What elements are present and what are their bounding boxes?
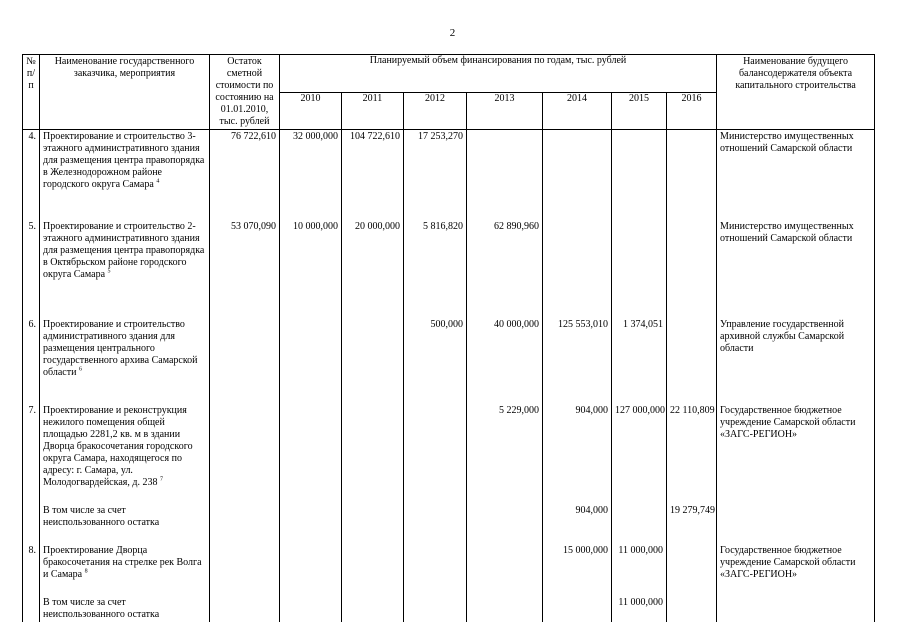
spacer-cell: [667, 582, 717, 596]
spacer-cell: [612, 282, 667, 318]
spacer-cell: [210, 282, 280, 318]
spacer-cell: [717, 530, 875, 544]
cell-balance: [210, 404, 280, 490]
row-holder: [717, 596, 875, 622]
row-name: [40, 130, 210, 193]
row-holder: [717, 504, 875, 530]
footnote-mark: 4: [156, 178, 160, 185]
header-year-2014: 2014: [543, 92, 612, 130]
cell-y2015: [612, 130, 667, 193]
row-name-text: В том числе за счет неиспользованного остатка: [43, 597, 160, 620]
spacer-cell: [210, 192, 280, 220]
spacer-cell: [23, 530, 40, 544]
spacer-cell: [467, 530, 543, 544]
cell-y2013: 40 000,000: [467, 318, 543, 380]
cell-y2014: 15 000,000: [543, 544, 612, 582]
cell-y2016: [667, 544, 717, 582]
spacer-cell: [667, 282, 717, 318]
cell-y2016: 22 110,809: [667, 404, 717, 490]
spacer-cell: [342, 490, 404, 504]
cell-y2011: [342, 544, 404, 582]
header-year-2016: 2016: [667, 92, 717, 130]
spacer-cell: [543, 192, 612, 220]
row-name-text: Проектирование и строительство административного здания для размещения центрального государственного архива Самарской области: [43, 319, 198, 378]
cell-y2011: 104 722,610: [342, 130, 404, 193]
cell-y2014: [543, 596, 612, 622]
spacer-cell: [280, 192, 342, 220]
cell-y2016: [667, 318, 717, 380]
table-row: [23, 504, 875, 530]
spacer-cell: [717, 192, 875, 220]
cell-y2011: [342, 504, 404, 530]
table-row: [23, 404, 875, 490]
spacer-cell: [612, 582, 667, 596]
spacer-cell: [667, 192, 717, 220]
table-row: [23, 318, 875, 380]
spacer-cell: [40, 530, 210, 544]
row-name-text: В том числе за счет неиспользованного остатка: [43, 505, 160, 528]
cell-y2015: 1 374,051: [612, 318, 667, 380]
cell-y2016: [667, 220, 717, 282]
row-name: [40, 544, 210, 582]
spacer-cell: [467, 380, 543, 404]
cell-y2015: [612, 504, 667, 530]
spacer-cell: [467, 192, 543, 220]
row-spacer: [23, 530, 875, 544]
spacer-cell: [23, 192, 40, 220]
row-name: [40, 596, 210, 622]
spacer-cell: [280, 380, 342, 404]
cell-y2014: 125 553,010: [543, 318, 612, 380]
spacer-cell: [40, 582, 210, 596]
cell-balance: 76 722,610: [210, 130, 280, 193]
spacer-cell: [342, 192, 404, 220]
spacer-cell: [667, 490, 717, 504]
spacer-cell: [717, 582, 875, 596]
spacer-cell: [404, 530, 467, 544]
spacer-cell: [280, 530, 342, 544]
spacer-cell: [612, 192, 667, 220]
spacer-cell: [210, 530, 280, 544]
row-name-text: Проектирование и реконструкция нежилого помещения общей площадью 2281,2 кв. м в здании Дворца бракосочетания городского округа Самара, находящегося по адресу: г. Самара, ул. Молодогвардейская, д. 238: [43, 405, 193, 488]
cell-y2013: [467, 544, 543, 582]
row-name-text: Проектирование и строительство 2-этажного административного здания для размещения центра правопорядка в Октябрьском районе городского округа Самара: [43, 221, 205, 280]
cell-y2013: [467, 504, 543, 530]
header-year-2010: 2010: [280, 92, 342, 130]
spacer-cell: [717, 282, 875, 318]
row-spacer: [23, 192, 875, 220]
cell-y2016: 19 279,749: [667, 504, 717, 530]
cell-balance: 53 070,090: [210, 220, 280, 282]
row-name-text: Проектирование и строительство 3-этажного административного здания для размещения центра правопорядка в Железнодорожном районе городского округа Самара: [43, 131, 205, 190]
spacer-cell: [40, 380, 210, 404]
header-year-2013: 2013: [467, 92, 543, 130]
cell-balance: [210, 544, 280, 582]
spacer-cell: [543, 582, 612, 596]
row-holder: Государственное бюджетное учреждение Самарской области «ЗАГС-РЕГИОН»: [717, 544, 875, 582]
spacer-cell: [23, 282, 40, 318]
spacer-cell: [404, 582, 467, 596]
row-spacer: [23, 490, 875, 504]
cell-y2016: [667, 596, 717, 622]
cell-y2014: [543, 220, 612, 282]
row-spacer: [23, 282, 875, 318]
spacer-cell: [342, 530, 404, 544]
spacer-cell: [342, 282, 404, 318]
row-name-text: Проектирование Дворца бракосочетания на стрелке рек Волга и Самара: [43, 545, 202, 580]
header-balance: Остаток сметной стоимости по состоянию на 01.01.2010, тыс. рублей: [210, 55, 280, 130]
cell-y2012: [404, 404, 467, 490]
row-holder: Государственное бюджетное учреждение Самарской области «ЗАГС-РЕГИОН»: [717, 404, 875, 490]
spacer-cell: [40, 490, 210, 504]
spacer-cell: [280, 490, 342, 504]
cell-y2012: 5 816,820: [404, 220, 467, 282]
cell-y2015: [612, 220, 667, 282]
cell-y2010: 10 000,000: [280, 220, 342, 282]
cell-y2010: 32 000,000: [280, 130, 342, 193]
row-number: [23, 504, 40, 530]
cell-y2011: [342, 404, 404, 490]
table-row: [23, 220, 875, 282]
cell-y2010: [280, 404, 342, 490]
cell-y2012: 500,000: [404, 318, 467, 380]
row-name: [40, 220, 210, 282]
row-name: [40, 404, 210, 490]
cell-y2013: [467, 130, 543, 193]
header-no: № п/п: [23, 55, 40, 130]
cell-y2010: [280, 318, 342, 380]
spacer-cell: [667, 530, 717, 544]
spacer-cell: [404, 192, 467, 220]
spacer-cell: [342, 380, 404, 404]
header-name: Наименование государственного заказчика, мероприятия: [40, 55, 210, 130]
cell-balance: [210, 596, 280, 622]
spacer-cell: [467, 282, 543, 318]
spacer-cell: [612, 380, 667, 404]
spacer-cell: [23, 490, 40, 504]
row-number: 4.: [23, 130, 40, 193]
spacer-cell: [210, 490, 280, 504]
spacer-cell: [467, 490, 543, 504]
spacer-cell: [40, 192, 210, 220]
table-row: [23, 544, 875, 582]
row-number: 7.: [23, 404, 40, 490]
table-row: [23, 596, 875, 622]
spacer-cell: [342, 582, 404, 596]
cell-y2014: 904,000: [543, 404, 612, 490]
spacer-cell: [210, 582, 280, 596]
page-number: 2: [449, 27, 456, 39]
header-year-2015: 2015: [612, 92, 667, 130]
cell-y2012: [404, 544, 467, 582]
row-number: 5.: [23, 220, 40, 282]
cell-y2011: [342, 596, 404, 622]
row-spacer: [23, 380, 875, 404]
spacer-cell: [404, 282, 467, 318]
cell-y2015: 127 000,000: [612, 404, 667, 490]
spacer-cell: [717, 380, 875, 404]
row-number: 8.: [23, 544, 40, 582]
header-year-2012: 2012: [404, 92, 467, 130]
row-number: 6.: [23, 318, 40, 380]
cell-y2013: 5 229,000: [467, 404, 543, 490]
spacer-cell: [612, 490, 667, 504]
spacer-cell: [210, 380, 280, 404]
spacer-cell: [23, 582, 40, 596]
footnote-mark: 8: [84, 568, 88, 575]
financing-table: [22, 54, 875, 622]
spacer-cell: [467, 582, 543, 596]
spacer-cell: [40, 282, 210, 318]
spacer-cell: [543, 530, 612, 544]
spacer-cell: [612, 530, 667, 544]
row-holder: Министерство имущественных отношений Самарской области: [717, 130, 875, 193]
row-name: [40, 318, 210, 380]
spacer-cell: [543, 282, 612, 318]
cell-y2013: [467, 596, 543, 622]
header-year-2011: 2011: [342, 92, 404, 130]
table-body: [23, 130, 875, 623]
row-name: [40, 504, 210, 530]
cell-y2010: [280, 596, 342, 622]
footnote-mark: 6: [78, 366, 82, 373]
cell-y2010: [280, 504, 342, 530]
spacer-cell: [404, 490, 467, 504]
header-plan: Планируемый объем финансирования по годам, тыс. рублей: [280, 55, 717, 93]
footnote-mark: 5: [107, 268, 111, 275]
row-number: [23, 596, 40, 622]
spacer-cell: [280, 582, 342, 596]
cell-y2016: [667, 130, 717, 193]
spacer-cell: [23, 380, 40, 404]
spacer-cell: [543, 490, 612, 504]
spacer-cell: [543, 380, 612, 404]
footnote-mark: 7: [159, 476, 163, 483]
spacer-cell: [667, 380, 717, 404]
cell-y2012: [404, 596, 467, 622]
spacer-cell: [280, 282, 342, 318]
row-spacer: [23, 582, 875, 596]
cell-balance: [210, 504, 280, 530]
cell-balance: [210, 318, 280, 380]
spacer-cell: [404, 380, 467, 404]
cell-y2011: [342, 318, 404, 380]
cell-y2012: [404, 504, 467, 530]
cell-y2012: 17 253,270: [404, 130, 467, 193]
cell-y2010: [280, 544, 342, 582]
cell-y2015: 11 000,000: [612, 596, 667, 622]
header-holder: Наименование будущего балансодержателя объекта капитального строительства: [717, 55, 875, 130]
row-holder: Управление государственной архивной службы Самарской области: [717, 318, 875, 380]
cell-y2011: 20 000,000: [342, 220, 404, 282]
row-holder: Министерство имущественных отношений Самарской области: [717, 220, 875, 282]
cell-y2015: 11 000,000: [612, 544, 667, 582]
spacer-cell: [717, 490, 875, 504]
cell-y2014: [543, 130, 612, 193]
table-row: [23, 130, 875, 193]
cell-y2013: 62 890,960: [467, 220, 543, 282]
cell-y2014: 904,000: [543, 504, 612, 530]
